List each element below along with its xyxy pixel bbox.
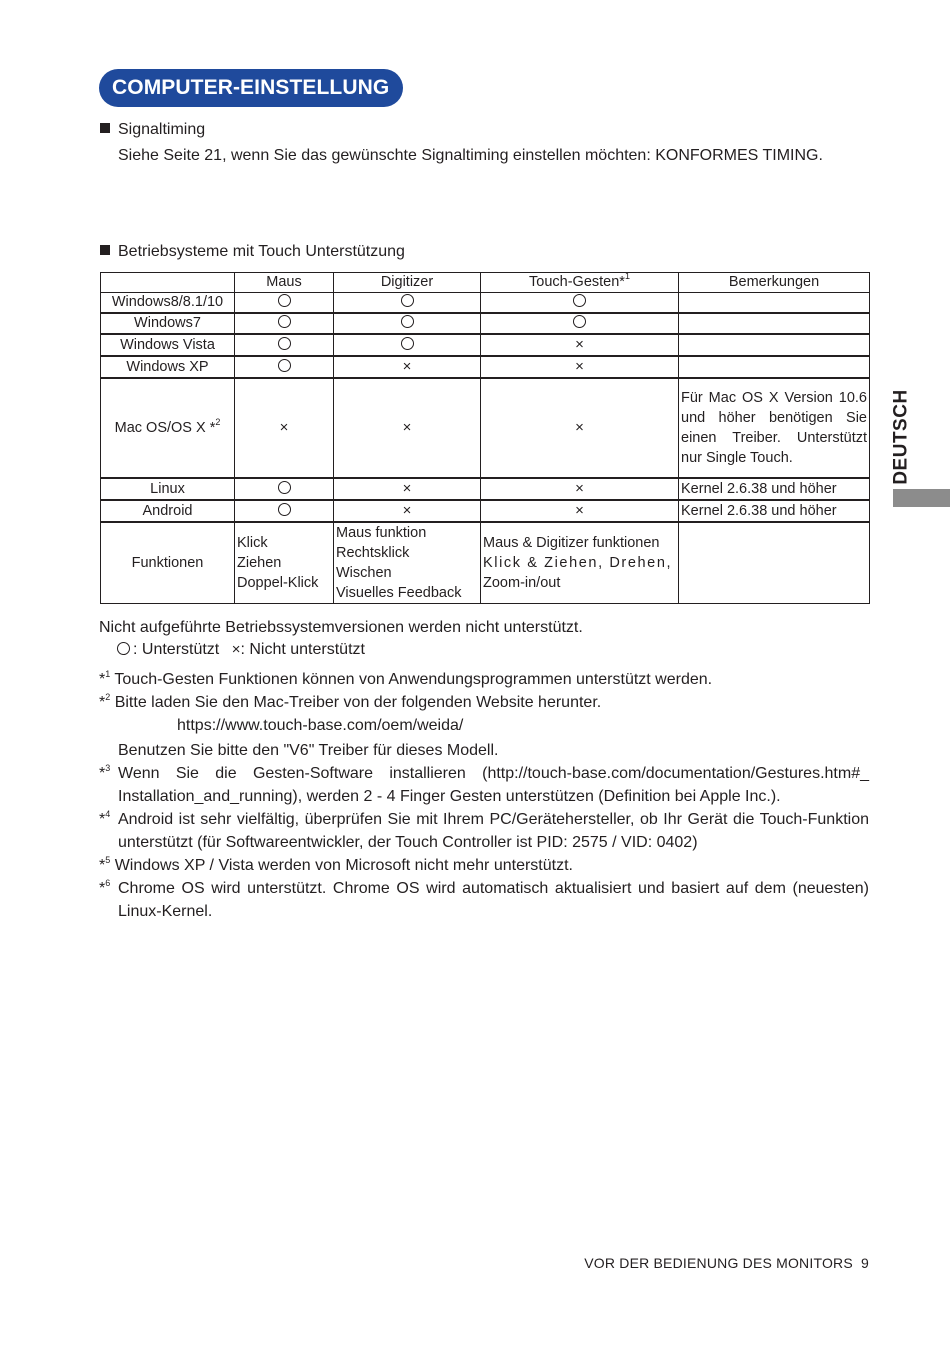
table-row [101,313,870,334]
table-cell-touch [481,334,679,356]
table-cell-maus [235,356,334,378]
table-cell-remarks [679,334,870,356]
language-side-tab [878,388,926,486]
footnote-5: *$^5$ Windows XP / Vista werden von Microsoft nicht mehr unterstützt. [99,855,573,874]
table-row [101,478,870,500]
table-cell-digitizer [334,293,481,314]
table-row-functions [101,522,870,604]
table-cell-touch [481,500,679,522]
table-cell-remarks [679,522,870,604]
section-title-badge: COMPUTER-EINSTELLUNG [99,69,403,107]
circle-supported-icon [117,642,130,655]
cross-not-supported-icon: × [575,502,584,519]
table-cell-maus [235,478,334,500]
table-cell-os: Funktionen [101,522,235,604]
cross-not-supported-icon: × [575,336,584,353]
circle-supported-icon [401,294,414,307]
footnote-2: *$^2$ Bitte laden Sie den Mac-Treiber von der folgenden Website herunter. [99,692,602,711]
footnote-6: *$^6$ Chrome OS wird unterstützt. Chrome OS wird automatisch aktualisiert und basiert auf dem (neuesten) Linux-Kernel. [99,878,869,920]
table-cell-digitizer [334,313,481,334]
os-heading: Betriebsysteme mit Touch Unterstützung [100,240,405,264]
table-cell-remarks: Für Mac OS X Version 10.6 und höher benötigen Sie einen Treiber. Unterstützt nur Single Touch. [679,378,870,478]
signaltiming-heading: Signaltiming [100,118,205,142]
table-cell-remarks: Kernel 2.6.38 und höher [679,500,870,522]
table-cell-os: Windows Vista [101,334,235,356]
footnote-3: *$^3$ Wenn Sie die Gesten-Software installieren (http://touch-base.com/documentation/Gestures.htm#_ Installation_and_running), werden 2 - 4 Finger Gesten unterstützen (Definition bei Apple Inc.). [99,763,869,805]
table-cell-os: Android [101,500,235,522]
table-cell-os: Windows8/8.1/10 [101,293,235,314]
table-cell-os: Windows XP [101,356,235,378]
table-cell-maus [235,293,334,314]
table-cell-digitizer [334,378,481,478]
table-cell-digitizer [334,334,481,356]
table-cell-digitizer [334,500,481,522]
cross-not-supported-icon: × [575,358,584,375]
language-side-label: DEUTSCH [891,389,912,485]
table-header-cell: Touch-Gesten*$^1$ [481,273,679,293]
cross-not-supported-icon: × [231,641,241,658]
table-cell-maus-functions: Klick Ziehen Doppel-Klick [235,522,334,604]
circle-supported-icon [573,315,586,328]
table-cell-maus [235,334,334,356]
table-cell-remarks [679,356,870,378]
footnote-2-extra: Benutzen Sie bitte den "V6" Treiber für dieses Modell. [118,742,499,759]
circle-supported-icon [278,481,291,494]
table-cell-remarks: Kernel 2.6.38 und höher [679,478,870,500]
table-cell-touch [481,378,679,478]
table-header-cell: Bemerkungen [679,273,870,293]
cross-not-supported-icon: × [402,358,412,375]
table-cell-os: Mac OS/OS X *$^2$ [101,378,235,478]
page-number: 9 [861,1255,869,1271]
table-cell-maus [235,500,334,522]
table-cell-digitizer-functions: Maus funktion Rechtsklick Wischen Visuelles Feedback [334,522,481,604]
circle-supported-icon [278,359,291,372]
circle-supported-icon [278,337,291,350]
table-cell-maus [235,313,334,334]
driver-url-link[interactable]: https://www.touch-base.com/oem/weida/ [177,717,464,734]
circle-supported-icon [278,503,291,516]
table-cell-touch [481,356,679,378]
table-cell-touch-functions: Maus & Digitizer funktionen Klick & Ziehen, Drehen, Zoom-in/out [481,522,679,604]
table-row [101,356,870,378]
table-cell-remarks [679,293,870,314]
table-row [101,378,870,478]
table-cell-digitizer [334,356,481,378]
page-footer [584,1255,869,1271]
footnote-4: *$^4$ Android ist sehr vielfältig, überprüfen Sie mit Ihrem PC/Gerätehersteller, ob Ihr Gerät die Touch-Funktion unterstützt (für Softwareentwickler, der Touch Controller ist PID: 2575 / VID: 0402) [99,809,869,851]
table-row [101,500,870,522]
footnote-1: *$^1$ Touch-Gesten Funktionen können von Anwendungsprogrammen unterstützt werden. [99,669,713,688]
table-cell-touch [481,313,679,334]
circle-supported-icon [401,337,414,350]
cross-not-supported-icon: × [402,502,412,519]
table-cell-os: Windows7 [101,313,235,334]
footer-text: VOR DER BEDIENUNG DES MONITORS [584,1255,853,1271]
cross-not-supported-icon: × [575,480,584,497]
table-row [101,334,870,356]
table-cell-remarks [679,313,870,334]
table-header-cell: Maus [235,273,334,293]
table-cell-maus [235,378,334,478]
cross-not-supported-icon: × [402,480,412,497]
cross-not-supported-icon: × [575,419,584,436]
circle-supported-icon [401,315,414,328]
signaltiming-body: Siehe Seite 21, wenn Sie das gewünschte Signaltiming einstellen möchten: KONFORMES TIMING. [118,147,823,164]
circle-supported-icon [278,294,291,307]
table-cell-digitizer [334,478,481,500]
bullet-square-icon [100,245,110,255]
table-cell-os: Linux [101,478,235,500]
not-listed-note: Nicht aufgeführte Betriebssystemversionen werden nicht unterstützt. [99,619,583,636]
os-support-table [100,272,870,604]
cross-not-supported-icon: × [402,419,412,436]
table-header-cell: Digitizer [334,273,481,293]
table-row [101,293,870,314]
table-cell-touch [481,293,679,314]
circle-supported-icon [278,315,291,328]
cross-not-supported-icon: × [279,419,289,436]
table-header-cell [101,273,235,293]
circle-supported-icon [573,294,586,307]
table-header-row [101,273,870,293]
side-tab-bar [893,489,950,507]
bullet-square-icon [100,123,110,133]
table-cell-touch [481,478,679,500]
legend: : Unterstützt ×: Nicht unterstützt [117,638,365,661]
